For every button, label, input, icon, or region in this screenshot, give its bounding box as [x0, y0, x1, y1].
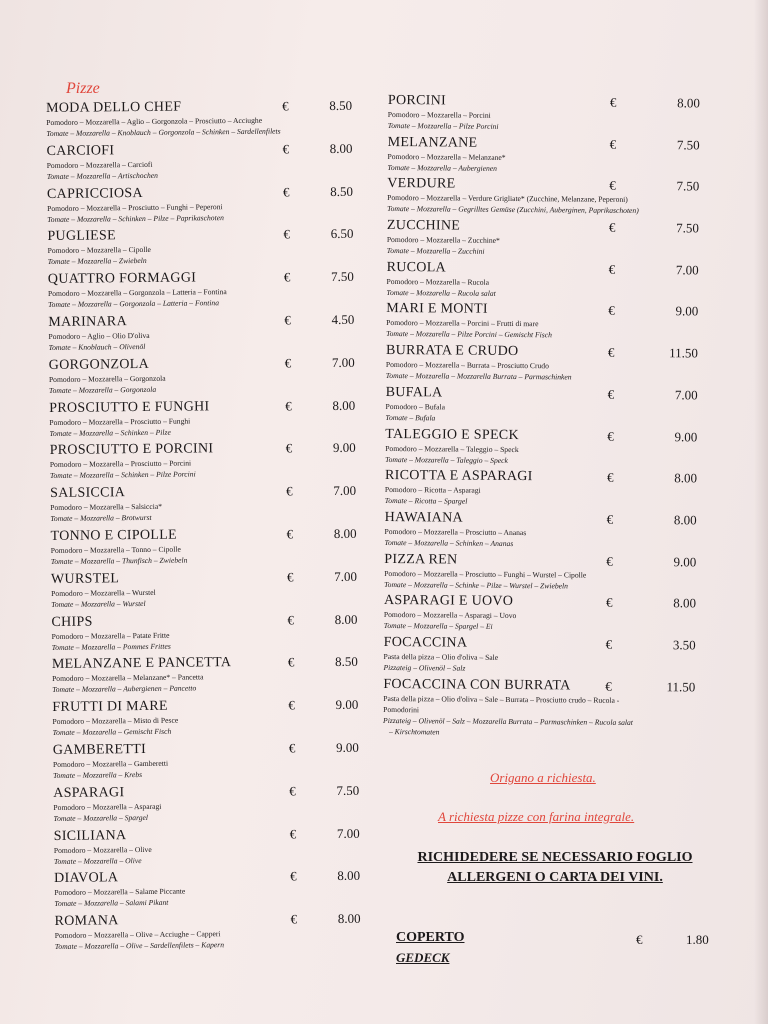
pizza-price: 8.00	[337, 868, 361, 884]
ingredients-german: Tomate – Mozzarella – Wurstel	[51, 598, 146, 609]
currency-symbol: €	[288, 697, 295, 713]
menu-item	[50, 483, 370, 529]
menu-item	[47, 183, 367, 229]
menu-item	[49, 397, 369, 443]
ingredients-italian: Pasta della pizza – Olio d'oliva – Sale	[383, 651, 499, 662]
ingredients-german: Tomate – Mozzarella – Pilze Porcini	[387, 120, 499, 131]
ingredients-italian: Pasta della pizza – Olio d'oliva – Sale – Burrata – Prosciutto crudo – Rucola -	[383, 693, 620, 705]
menu-item	[386, 260, 716, 304]
gedeck-label: GEDECK	[396, 950, 450, 965]
pizza-price: 8.00	[673, 512, 697, 528]
pizza-name: CARCIOFI	[46, 143, 115, 159]
currency-symbol: €	[606, 511, 614, 527]
ingredients-italian: Pomodoro – Mozzarella – Zucchine*	[386, 235, 500, 245]
ingredients-german: Tomate – Mozzarella – Brotwurst	[50, 513, 152, 524]
ingredients-italian: Pomodoro – Mozzarella – Patate Fritte	[51, 630, 170, 641]
currency-symbol: €	[287, 654, 295, 670]
menu-item	[385, 468, 715, 512]
menu-item	[386, 301, 716, 345]
pizza-name: BURRATA E CRUDO	[385, 343, 519, 360]
menu-item	[384, 552, 714, 596]
ingredients-italian: Pomodoro – Mozzarella – Verdure Grigliate* (Zucchine, Melanzane, Peperoni)	[387, 193, 628, 205]
pizza-price: 11.50	[666, 678, 696, 695]
ingredients-german: Tomate – Mozzarella – Pommes Frittes	[51, 641, 171, 652]
currency-symbol: €	[285, 398, 292, 414]
origano-note: Origano a richiesta.	[490, 770, 596, 785]
currency-symbol: €	[606, 553, 613, 569]
pizza-name: RICOTTA E ASPARAGI	[384, 468, 533, 485]
menu-item	[46, 140, 366, 186]
ingredients-german: Tomate – Mozzarella – Schinken – Pilze – Paprikaschoten	[47, 212, 224, 224]
pizza-price: 8.00	[677, 95, 700, 111]
pizza-price: 9.00	[674, 428, 698, 444]
pizza-name: DIAVOLA	[54, 870, 119, 887]
currency-symbol: €	[286, 569, 294, 585]
currency-symbol: €	[286, 483, 293, 499]
pizza-name: PORCINI	[387, 93, 447, 109]
menu-item	[51, 568, 371, 614]
pizza-name: ASPARAGI	[53, 784, 125, 801]
ingredients-german-cont: – Kirschtomaten	[388, 726, 440, 737]
ingredients-german: Tomate – Mozzarella – Artischochen	[46, 170, 158, 181]
ingredients-italian: Pomodoro – Mozzarella – Prosciutto – Ananas	[384, 526, 527, 537]
menu-item	[384, 593, 714, 637]
ingredients-italian: Pomodoro – Aglio – Olio D'oliva	[48, 330, 150, 341]
ingredients-italian: Pomodoro – Mozzarella – Salame Piccante	[54, 886, 186, 898]
ingredients-german: Tomate – Mozzarella – Krebs	[53, 769, 143, 780]
currency-symbol: €	[287, 611, 295, 628]
pizza-name: SICILIANA	[53, 827, 127, 844]
menu-item	[383, 677, 714, 750]
ingredients-italian: Pomodoro – Mozzarella – Olive	[53, 844, 152, 855]
currency-symbol: €	[284, 355, 292, 371]
pizza-name: GORGONZOLA	[48, 356, 150, 373]
ingredients-german: Tomate – Mozzarella – Zwiebeln	[47, 256, 147, 267]
menu-item	[387, 176, 717, 220]
currency-symbol: €	[282, 184, 290, 200]
currency-symbol: €	[290, 911, 298, 927]
ingredients-german: Tomate – Mozzarella – Schinke – Pilze – Wurstel – Zwiebeln	[384, 579, 568, 590]
pizza-price: 7.50	[676, 220, 700, 236]
currency-symbol: €	[605, 594, 613, 611]
pizza-name: TALEGGIO E SPECK	[385, 426, 519, 443]
currency-symbol: €	[608, 303, 615, 319]
pizza-price: 7.50	[331, 268, 354, 285]
ingredients-italian: Pomodoro – Mozzarella – Gamberetti	[52, 758, 169, 769]
ingredients-german: Tomate – Mozzarella – Gorgonzola – Latteria – Fontina	[48, 298, 220, 310]
pizza-name: ZUCCHINE	[386, 218, 461, 234]
pizza-price: 9.00	[335, 739, 359, 755]
ingredients-german: Tomate – Bufala	[385, 412, 436, 423]
ingredients-italian: Pomodoro – Mozzarella – Gorgonzola – Latteria – Fontina	[47, 287, 227, 299]
pizza-name: RUCOLA	[386, 259, 447, 276]
ingredients-italian: Pomodoro – Mozzarella – Melanzane* – Pancetta	[52, 672, 204, 684]
pizza-price: 7.00	[333, 482, 357, 499]
pizza-name: PUGLIESE	[47, 228, 117, 245]
farina-note: A richiesta pizze con farina integrale.	[438, 809, 635, 824]
menu-item	[50, 440, 370, 486]
ingredients-italian: Pomodoro – Mozzarella – Olive – Acciughe – Capperi	[54, 929, 221, 941]
currency-symbol: €	[281, 98, 289, 114]
menu-item	[50, 526, 370, 572]
pizza-price: 6.50	[330, 226, 354, 242]
currency-symbol: €	[289, 825, 297, 842]
pizza-name: HAWAIANA	[384, 509, 463, 526]
currency-symbol: €	[608, 219, 616, 235]
ingredients-german: Tomate – Mozzarella – Gemischt Fisch	[52, 726, 172, 738]
pizza-name: MODA DELLO CHEF	[46, 99, 182, 116]
allergen-notice-line2: ALLERGENI O CARTA DEI VINI.	[447, 870, 663, 885]
pizza-price: 8.00	[673, 595, 697, 611]
ingredients-italian: Pomodoro – Mozzarella – Prosciutto – Funghi – Peperoni	[47, 201, 223, 213]
page-edge-shadow	[754, 0, 768, 1024]
pizza-name: QUATTRO FORMAGGI	[47, 270, 197, 288]
ingredients-german: Tomate – Mozzarella – Taleggio – Speck	[385, 454, 508, 465]
currency-symbol: €	[288, 740, 296, 756]
pizza-price: 9.00	[332, 440, 356, 456]
ingredients-german: Tomate – Mozzarella – Salami Pikant	[54, 898, 169, 909]
ingredients-italian: Pomodoro – Mozzarella – Carciofi	[46, 159, 153, 170]
pizza-name: GAMBERETTI	[52, 741, 147, 758]
coperto-label: COPERTO	[396, 930, 465, 945]
currency-symbol: €	[607, 344, 615, 360]
currency-symbol: €	[283, 269, 291, 285]
pizza-name: PROSCIUTTO E PORCINI	[49, 441, 214, 459]
pizza-name: MELANZANE	[387, 134, 478, 151]
pizza-price: 8.50	[329, 97, 353, 114]
ingredients-italian: Pomodoro – Mozzarella – Asparagi – Uovo	[383, 610, 517, 621]
pizza-price: 8.00	[333, 525, 357, 541]
ingredients-german: Tomate – Mozzarella – Knoblauch – Gorgonzola – Schinken – Sardellenfilets	[46, 126, 281, 138]
ingredients-italian: Pomodoro – Bufala	[385, 401, 446, 412]
ingredients-german: Tomate – Mozzarella – Gegrilltes Gemüse (Zucchini, Auberginen, Paprikaschoten)	[387, 204, 639, 216]
menu-item	[48, 312, 368, 358]
ingredients-german: Tomate – Mozzarella – Olive	[53, 855, 142, 866]
currency-symbol: €	[609, 136, 617, 152]
ingredients-italian: Pomodoro – Mozzarella – Salsiccia*	[50, 501, 163, 513]
ingredients-german: Tomate – Mozzarella – Rucola salat	[386, 287, 496, 298]
menu-item	[55, 911, 375, 957]
pizza-price: 8.00	[337, 910, 361, 927]
menu-item	[384, 510, 714, 554]
pizza-price: 9.00	[335, 696, 359, 713]
ingredients-italian: Pomodoro – Mozzarella – Aglio – Gorgonzola – Prosciutto – Acciughe	[46, 115, 263, 127]
pizza-name: BUFALA	[385, 384, 443, 401]
allergen-notice-line1: RICHIDEDERE SE NECESSARIO FOGLIO	[417, 850, 693, 865]
pizza-price: 8.00	[334, 611, 358, 627]
menu-item	[53, 782, 373, 828]
menu-item	[54, 868, 374, 914]
ingredients-german: Tomate – Mozzarella – Aubergienen	[387, 162, 497, 173]
pizza-name: ROMANA	[54, 913, 119, 930]
ingredients-italian: Pomodoro – Mozzarella – Tonno – Cipolle	[50, 544, 181, 555]
currency-symbol: €	[608, 261, 616, 277]
menu-item	[47, 226, 367, 272]
ingredients-italian: Pomodoro – Mozzarella – Asparagi	[53, 801, 162, 812]
menu-item	[52, 697, 372, 743]
pizza-price: 8.50	[335, 654, 358, 670]
pizza-price: 7.00	[331, 354, 355, 370]
ingredients-italian-cont: Pomodorini	[383, 704, 420, 714]
pizza-name: PIZZA REN	[384, 551, 458, 568]
ingredients-german: Tomate – Mozzarella – Spargel – Ei	[383, 621, 493, 632]
ingredients-german: Tomate – Mozzarella – Gorgonzola	[48, 384, 157, 395]
ingredients-german: Pizzateig – Olivenöl – Salz	[383, 662, 466, 673]
coperto-currency: €	[636, 932, 643, 947]
ingredients-german: Tomate – Mozzarella – Thunfisch – Zwiebeln	[50, 555, 188, 566]
ingredients-german: Tomate – Mozzarella – Schinken – Pilze Porcini	[49, 469, 196, 481]
currency-symbol: €	[286, 526, 294, 542]
currency-symbol: €	[609, 94, 617, 110]
currency-symbol: €	[284, 312, 291, 328]
pizza-name: WURSTEL	[50, 571, 120, 587]
currency-symbol: €	[289, 783, 296, 799]
pizza-name: VERDURE	[387, 176, 456, 192]
pizza-price: 8.00	[674, 470, 698, 486]
ingredients-german: Tomate – Mozzarella – Schinken – Pilze	[49, 427, 171, 438]
ingredients-italian: Pomodoro – Mozzarella – Porcini – Frutti di mare	[386, 318, 539, 329]
menu-item	[387, 218, 717, 262]
menu-item	[49, 354, 369, 400]
ingredients-italian: Pomodoro – Mozzarella – Prosciutto – Funghi – Wurstel – Cipolle	[384, 568, 587, 580]
ingredients-german: Tomate – Mozzarella – Mozzarella Burrata – Parmaschinken	[385, 371, 572, 382]
menu-item	[385, 426, 715, 470]
currency-symbol: €	[605, 678, 612, 694]
currency-symbol: €	[605, 636, 613, 652]
pizza-price: 8.50	[330, 183, 354, 199]
currency-symbol: €	[607, 428, 614, 444]
allergen-notice	[400, 848, 710, 888]
pizza-price: 7.00	[674, 387, 698, 403]
menu-item	[54, 825, 374, 871]
menu-item	[46, 98, 366, 144]
pizza-name: MELANZANE E PANCETTA	[51, 655, 232, 673]
pizza-price: 11.50	[669, 345, 699, 361]
currency-symbol: €	[609, 178, 616, 194]
ingredients-italian: Pomodoro – Mozzarella – Cipolle	[47, 245, 151, 256]
pizza-name: FRUTTI DI MARE	[52, 698, 168, 716]
pizza-price: 9.00	[675, 303, 699, 319]
ingredients-italian: Pomodoro – Mozzarella – Rucola	[386, 276, 490, 287]
ingredients-italian: Pomodoro – Mozzarella – Melanzane*	[387, 151, 506, 162]
menu-item	[53, 740, 373, 786]
ingredients-italian: Pomodoro – Mozzarella – Prosciutto – Porcini	[49, 458, 192, 470]
ingredients-italian: Pomodoro – Mozzarella – Prosciutto – Funghi	[49, 416, 191, 427]
menu-item	[387, 135, 717, 179]
ingredients-italian: Pomodoro – Mozzarella – Porcini	[387, 109, 491, 120]
pizza-name: MARINARA	[48, 314, 128, 330]
pizza-name: FOCACCINA CON BURRATA	[383, 676, 571, 694]
pizza-price: 7.00	[336, 825, 360, 841]
pizza-name: ASPARAGI E UOVO	[383, 593, 514, 610]
ingredients-german: Pizzateig – Olivenöl – Salz – Mozzarella Burrata – Parmaschinken – Rucola salat	[383, 715, 633, 727]
ingredients-german: Tomate – Mozzarella – Olive – Sardellenfilets – Kapern	[54, 940, 225, 952]
pizza-name: MARI E MONTI	[386, 301, 488, 318]
pizza-price: 7.00	[675, 262, 699, 278]
currency-symbol: €	[607, 386, 615, 402]
ingredients-italian: Pomodoro – Mozzarella – Burrata – Prosciutto Crudo	[385, 360, 549, 371]
ingredients-italian: Pomodoro – Ricotta – Asparagi	[384, 485, 481, 495]
pizza-price: 3.50	[672, 637, 696, 653]
pizza-name: SALSICCIA	[50, 485, 126, 502]
ingredients-italian: Pomodoro – Mozzarella – Gorgonzola	[48, 373, 166, 384]
coperto-price: 1.80	[686, 932, 709, 947]
currency-symbol: €	[290, 868, 297, 884]
ingredients-german: Tomate – Ricotta – Spargel	[384, 496, 468, 506]
ingredients-german: Tomate – Knoblauch – Olivenöl	[48, 341, 146, 352]
pizza-name: PROSCIUTTO E FUNGHI	[49, 398, 210, 416]
currency-symbol: €	[606, 469, 614, 485]
ingredients-german: Tomate – Mozzarella – Zucchini	[386, 246, 485, 256]
ingredients-italian: Pomodoro – Mozzarella – Wurstel	[51, 587, 156, 598]
left-column	[46, 98, 375, 957]
menu-item	[383, 635, 713, 679]
menu-item	[386, 343, 716, 387]
pizza-price: 4.50	[331, 311, 355, 328]
currency-symbol: €	[282, 141, 290, 157]
menu-item	[385, 385, 715, 429]
ingredients-german: Tomate – Mozzarella – Aubergienen – Pancetto	[52, 683, 197, 695]
menu-item	[52, 654, 372, 700]
ingredients-german: Tomate – Mozzarella – Schinken – Ananas	[384, 537, 514, 548]
pizza-name: CHIPS	[51, 614, 93, 630]
pizza-price: 7.50	[676, 136, 700, 153]
pizza-price: 9.00	[673, 553, 697, 569]
pizza-price: 8.00	[332, 397, 356, 413]
currency-symbol: €	[283, 226, 290, 242]
pizza-price: 8.00	[329, 140, 353, 156]
ingredients-german: Tomate – Mozzarella – Pilze Porcini – Gemischt Fisch	[386, 329, 552, 340]
ingredients-italian: Pomodoro – Mozzarella – Taleggio – Speck	[385, 443, 519, 454]
pizza-name: CAPRICCIOSA	[46, 185, 143, 202]
currency-symbol: €	[285, 440, 293, 456]
ingredients-italian: Pomodoro – Mozzarella – Misto di Pesce	[52, 715, 179, 727]
right-column	[383, 93, 718, 749]
pizza-name: TONNO E CIPOLLE	[50, 527, 177, 544]
pizza-name: FOCACCINA	[383, 634, 468, 651]
menu-item	[48, 269, 368, 315]
pizza-price: 7.00	[334, 568, 358, 584]
pizza-price: 7.50	[336, 782, 360, 798]
menu-item	[51, 611, 371, 657]
menu-item	[388, 93, 718, 137]
pizza-price: 7.50	[676, 178, 700, 194]
ingredients-german: Tomate – Mozzarella – Spargel	[53, 812, 149, 823]
section-title: Pizze	[66, 80, 100, 97]
